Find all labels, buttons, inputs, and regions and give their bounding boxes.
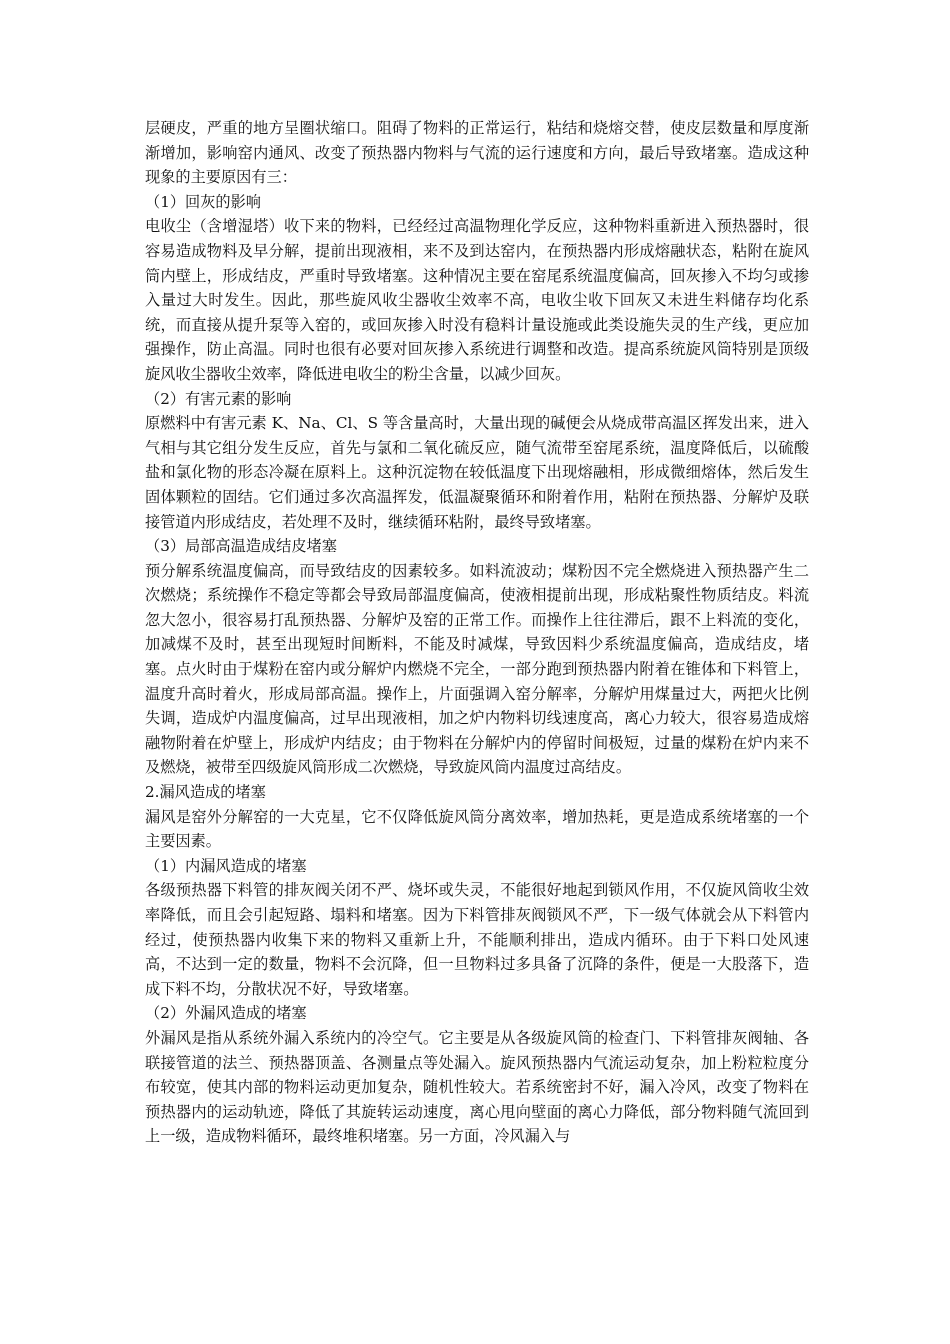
paragraph-harmful-elements: 原燃料中有害元素 K、Na、Cl、S 等含量高时，大量出现的碱便会从烧成带高温区挥发出来，进入气相与其它组分发生反应，首先与氯和二氧化硫反应，随气流带至窑尾系统，温度降低后，以硫酸盐和氯化物的形态冷凝在原料上。这种沉淀物在较低温度下出现熔融相，形成微细熔体，然后发生固体颗粒的固结。它们通过多次高温挥发，低温凝聚循环和附着作用，粘附在预热器、分解炉及联接管道内形成结皮，若处理不及时，继续循环粘附，最终导致堵塞。 [145,414,809,531]
paragraph-ash-return: 电收尘（含增湿塔）收下来的物料，已经经过高温物理化学反应，这种物料重新进入预热器时，很容易造成物料及早分解，提前出现液相，来不及到达窑内，在预热器内形成熔融状态，粘附在旋风筒内壁上，形成结皮，严重时导致堵塞。这种情况主要在窑尾系统温度偏高，回灰掺入不均匀或掺入量过大时发生。因此，那些旋风收尘器收尘效率不高，电收尘收下回灰又未进生料储存均化系统，而直接从提升泵等入窑的，或回灰掺入时没有稳料计量设施或此类设施失灵的生产线，更应加强操作，防止高温。同时也很有必要对回灰掺入系统进行调整和改造。提高系统旋风筒特别是顶级旋风收尘器收尘效率，降低进电收尘的粉尘含量，以减少回灰。 [145,217,809,383]
paragraph-external-leakage: 外漏风是指从系统外漏入系统内的冷空气。它主要是从各级旋风筒的检查门、下料管排灰阀轴、各联接管道的法兰、预热器顶盖、各测量点等处漏入。旋风预热器内气流运动复杂，加上粉粒粒度分布较宽，使其内部的物料运动更加复杂，随机性较大。若系统密封不好，漏入冷风，改变了物料在预热器内的运动轨迹，降低了其旋转运动速度，离心甩向壁面的离心力降低，部分物料随气流回到上一级，造成物料循环，最终堆积堵塞。另一方面，冷风漏入与 [145,1028,809,1146]
document-body [145,116,809,1149]
heading-local-high-temperature: （3）局部高温造成结皮堵塞 [145,537,337,556]
paragraph-air-leakage: 漏风是窑外分解窑的一大克星，它不仅降低旋风筒分离效率，增加热耗，更是造成系统堵塞的一个主要因素。 [145,807,809,851]
paragraph-continuation: 层硬皮，严重的地方呈圈状缩口。阻碍了物料的正常运行，粘结和烧熔交替，使皮层数量和厚度渐渐增加，影响窑内通风、改变了预热器内物料与气流的运行速度和方向，最后导致堵塞。造成这种现象的主要原因有三： [145,119,809,187]
heading-internal-leakage: （1）内漏风造成的堵塞 [145,856,307,875]
heading-harmful-elements: （2）有害元素的影响 [145,389,292,408]
paragraph-internal-leakage: 各级预热器下料管的排灰阀关闭不严、烧坏或失灵，不能很好地起到锁风作用，不仅旋风筒收尘效率降低，而且会引起短路、塌料和堵塞。因为下料管排灰阀锁风不严，下一级气体就会从下料管内经过，使预热器内收集下来的物料又重新上升，不能顺利排出，造成内循环。由于下料口处风速高，不达到一定的数量，物料不会沉降，但一旦物料过多具备了沉降的条件，便是一大股落下，造成下料不均，分散状况不好，导致堵塞。 [145,881,809,998]
heading-air-leakage: 2.漏风造成的堵塞 [145,783,266,802]
paragraph-local-high-temperature: 预分解系统温度偏高，而导致结皮的因素较多。如料流波动；煤粉因不完全燃烧进入预热器产生二次燃烧；系统操作不稳定等都会导致局部温度偏高，使液相提前出现，形成粘聚性物质结皮。料流忽大忽小，很容易打乱预热器、分解炉及窑的正常工作。而操作上往往滞后，跟不上料流的变化，加减煤不及时，甚至出现短时间断料，不能及时减煤，导致因料少系统温度偏高，造成结皮，堵塞。点火时由于煤粉在窑内或分解炉内燃烧不完全，一部分跑到预热器内附着在锥体和下料管上，温度升高时着火，形成局部高温。操作上，片面强调入窑分解率，分解炉用煤量过大，两把火比例失调，造成炉内温度偏高，过早出现液相，加之炉内物料切线速度高，离心力较大，很容易造成熔融物附着在炉壁上，形成炉内结皮；由于物料在分解炉内的停留时间极短，过量的煤粉在炉内来不及燃烧，被带至四级旋风筒形成二次燃烧，导致旋风筒内温度过高结皮。 [145,561,809,777]
heading-ash-return: （1）回灰的影响 [145,192,261,211]
heading-external-leakage: （2）外漏风造成的堵塞 [145,1004,307,1023]
